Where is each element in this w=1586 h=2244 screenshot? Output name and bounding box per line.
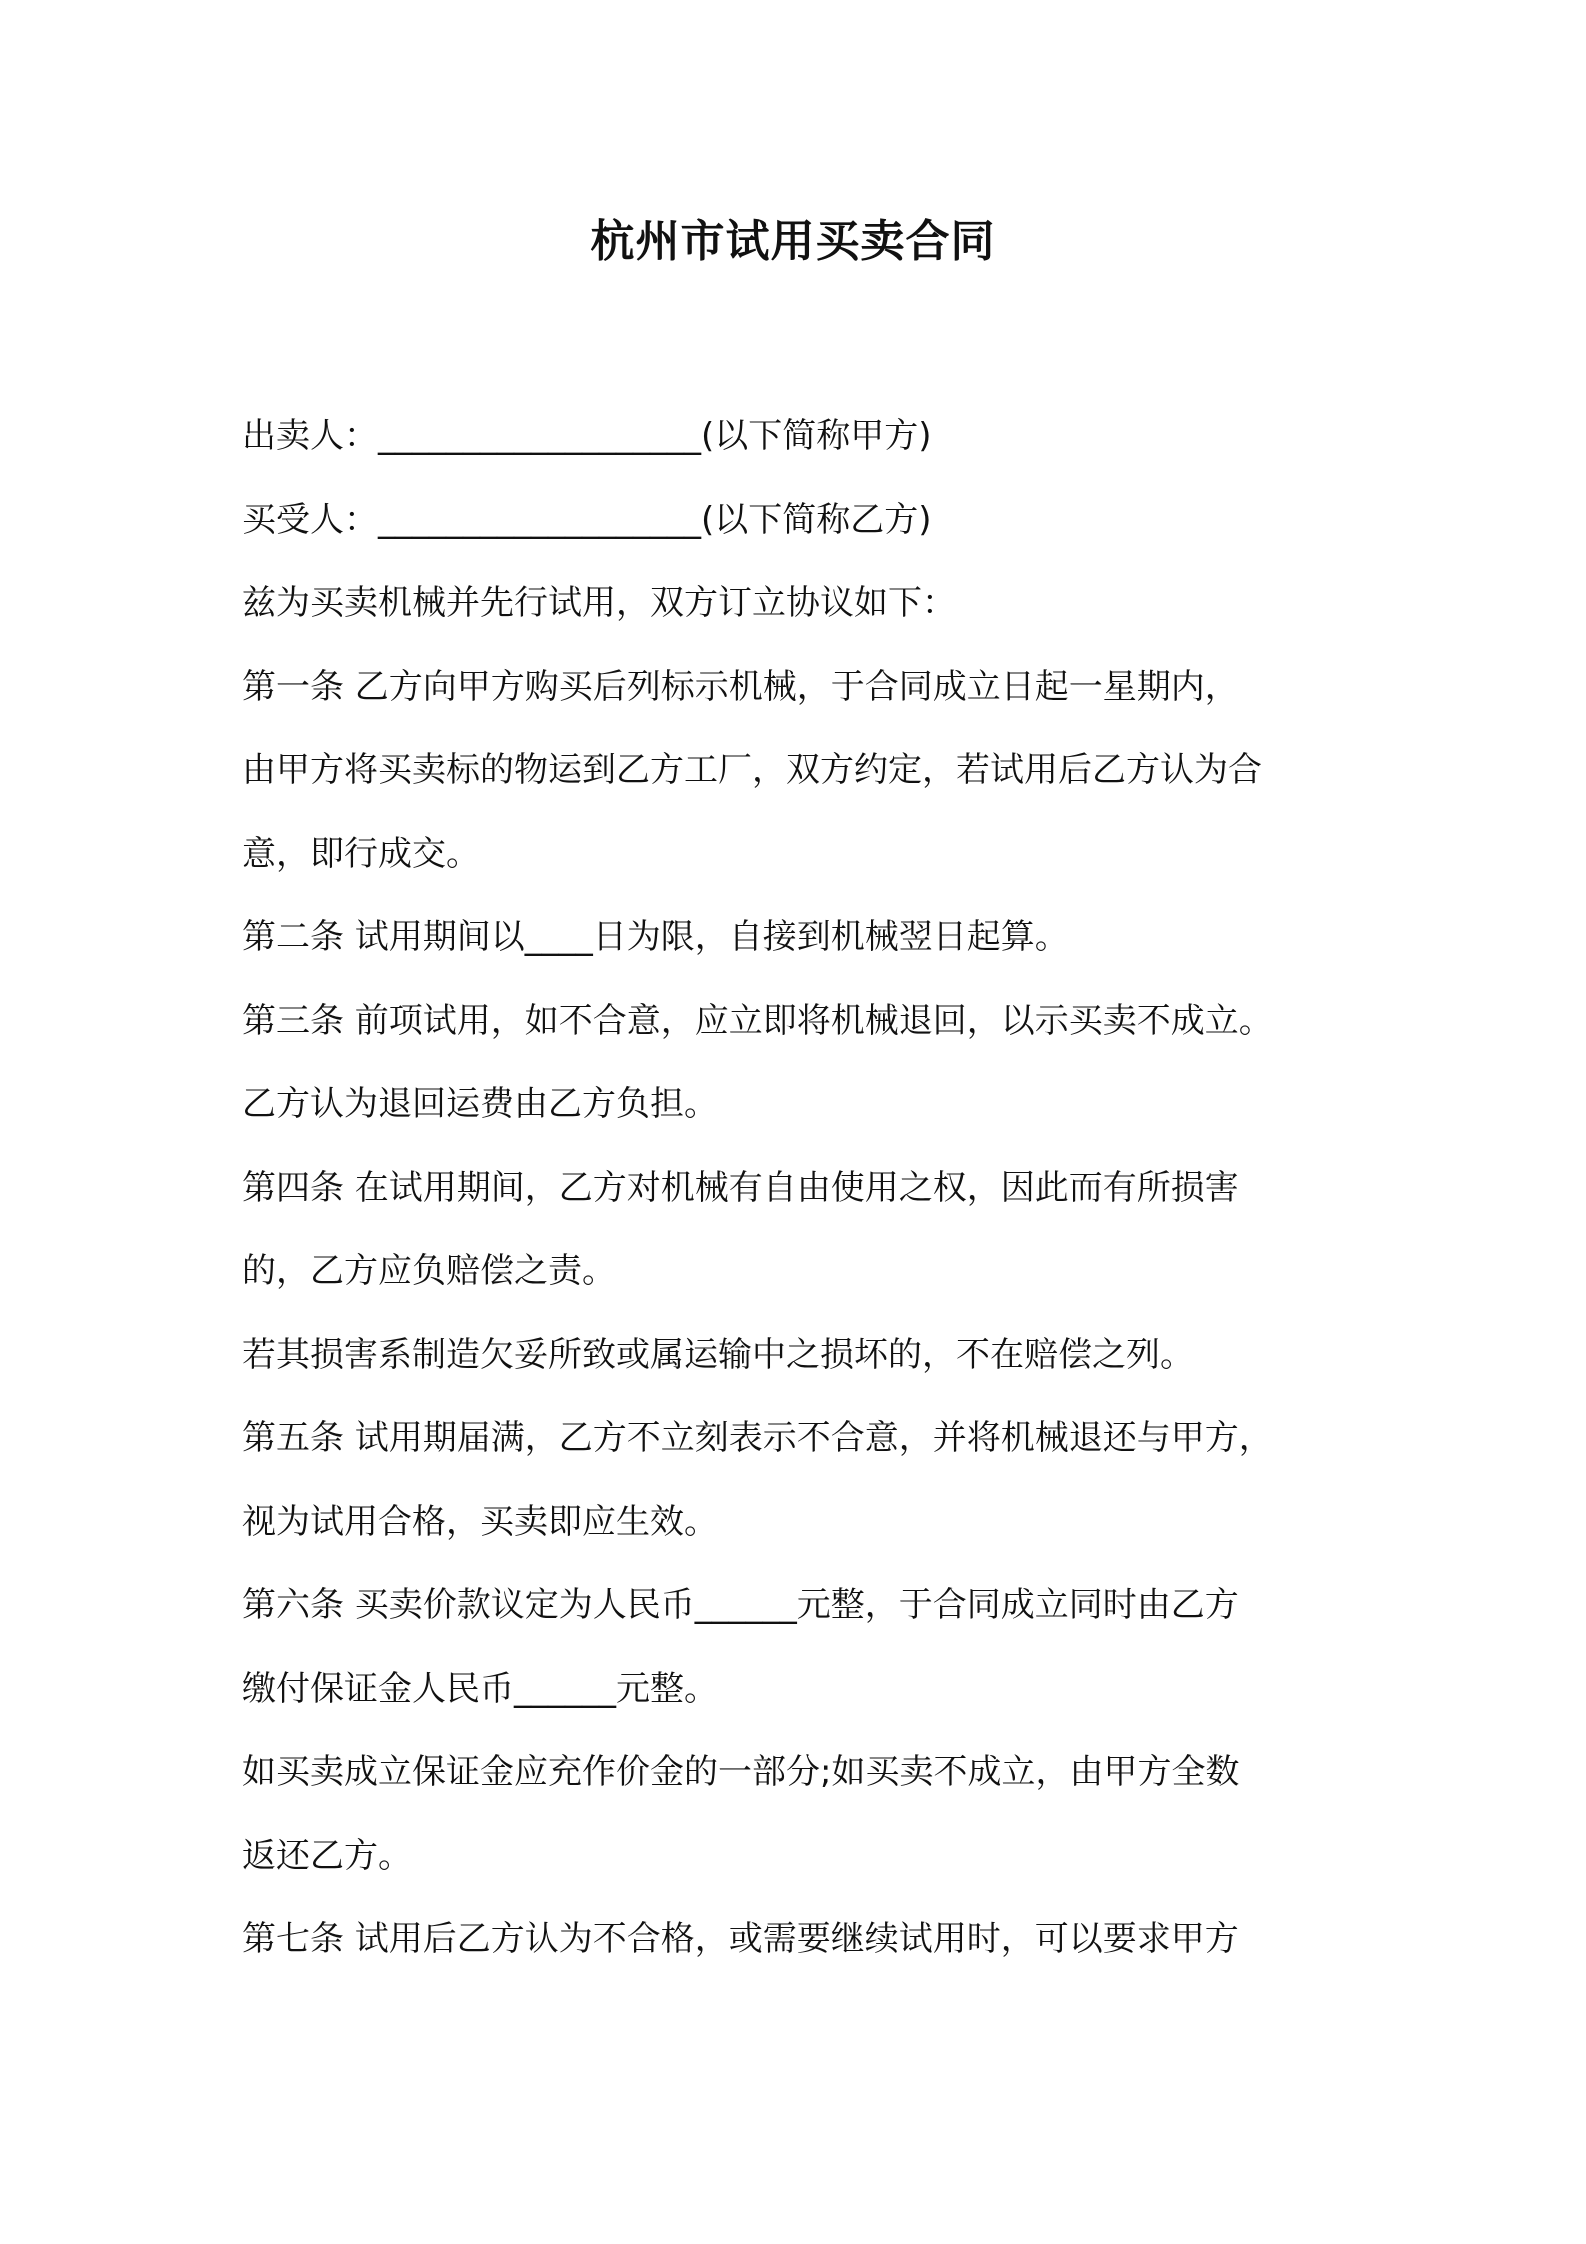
article-3-line-1: 第三条 前项试用，如不合意，应立即将机械退回，以示买卖不成立。 xyxy=(242,1001,1273,1041)
article-5-line-2: 视为试用合格，买卖即应生效。 xyxy=(242,1502,718,1542)
article-1-line-1: 第一条 乙方向甲方购买后列标示机械，于合同成立日起一星期内， xyxy=(242,667,1239,707)
article-5-line-1: 第五条 试用期届满，乙方不立刻表示不合意，并将机械退还与甲方， xyxy=(242,1418,1273,1458)
article-1-line-3: 意，即行成交。 xyxy=(242,834,480,874)
article-6-line-2: 缴付保证金人民币______元整。 xyxy=(242,1669,718,1709)
article-4-line-1: 第四条 在试用期间，乙方对机械有自由使用之权，因此而有所损害 xyxy=(242,1168,1239,1208)
article-6-line-1: 第六条 买卖价款议定为人民币______元整，于合同成立同时由乙方 xyxy=(242,1585,1239,1625)
document-title: 杭州市试用买卖合同 xyxy=(590,216,996,267)
article-6-line-3: 如买卖成立保证金应充作价金的一部分;如买卖不成立，由甲方全数 xyxy=(242,1752,1240,1792)
article-6-line-4: 返还乙方。 xyxy=(242,1836,412,1876)
article-4-line-3: 若其损害系制造欠妥所致或属运输中之损坏的，不在赔偿之列。 xyxy=(242,1335,1194,1375)
article-4-line-2: 的，乙方应负赔偿之责。 xyxy=(242,1251,616,1291)
article-7-line-1: 第七条 试用后乙方认为不合格，或需要继续试用时，可以要求甲方 xyxy=(242,1919,1239,1959)
article-3-line-2: 乙方认为退回运费由乙方负担。 xyxy=(242,1084,718,1124)
article-2-line-1: 第二条 试用期间以____日为限，自接到机械翌日起算。 xyxy=(242,917,1069,957)
article-1-line-2: 由甲方将买卖标的物运到乙方工厂，双方约定，若试用后乙方认为合 xyxy=(242,750,1262,790)
preamble-line: 兹为买卖机械并先行试用，双方订立协议如下： xyxy=(242,583,956,623)
seller-line: 出卖人：___________________(以下简称甲方) xyxy=(242,416,932,456)
buyer-line: 买受人：___________________(以下简称乙方) xyxy=(242,500,932,540)
